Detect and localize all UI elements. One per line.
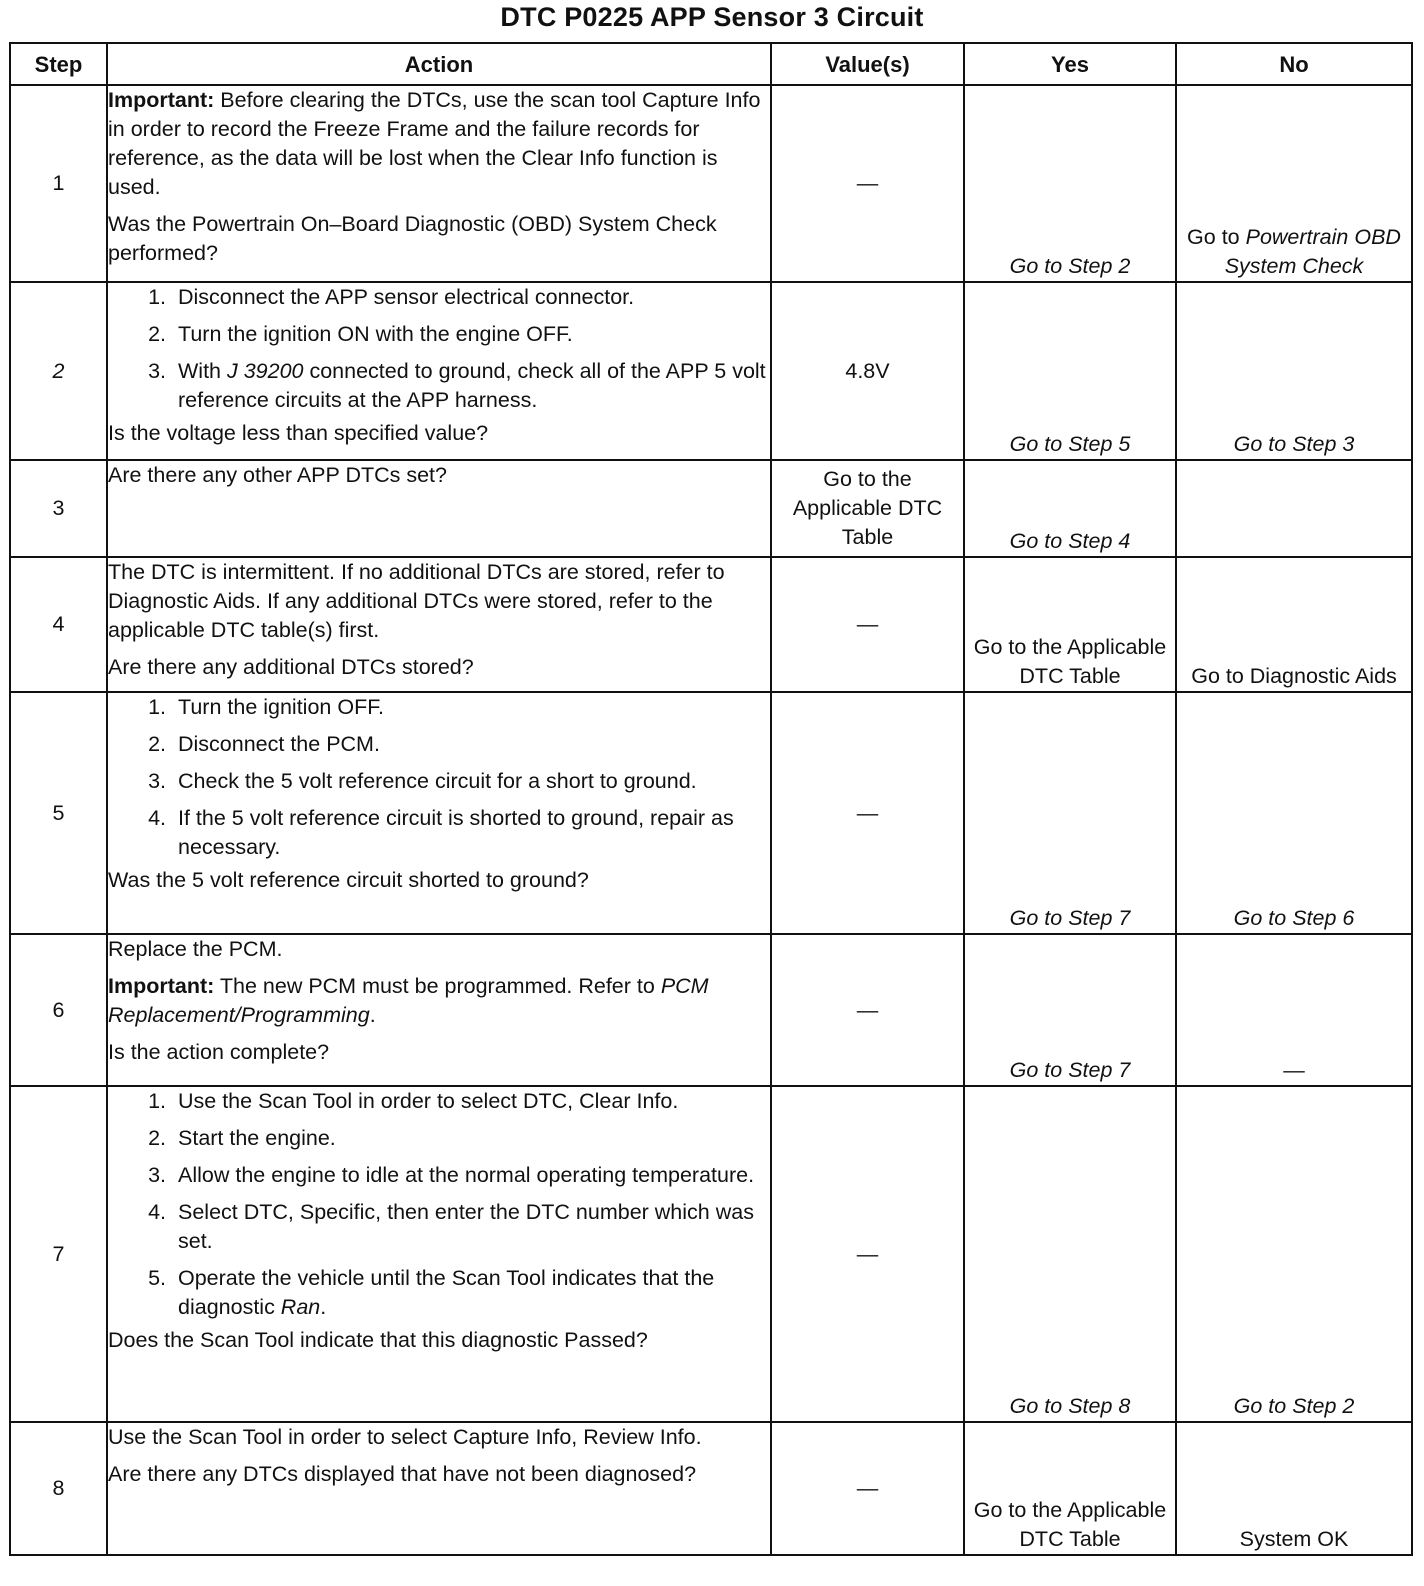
- yes-cell: [964, 557, 1176, 692]
- tool-reference: J 39200: [226, 359, 304, 383]
- no-link[interactable]: Go to Step 3: [1233, 432, 1355, 456]
- header-yes: Yes: [964, 43, 1176, 85]
- action-cell: [107, 460, 771, 557]
- action-list-item: 2. Disconnect the PCM.: [172, 730, 770, 759]
- value-cell: —: [771, 557, 964, 692]
- step-number: 3: [10, 460, 107, 557]
- action-cell: [107, 557, 771, 692]
- action-list-item: 5. Operate the vehicle until the Scan Tool indicates that the diagnostic Ran.: [172, 1264, 770, 1322]
- no-cell: [1176, 282, 1412, 460]
- action-list: [108, 693, 770, 862]
- table-row: [10, 1422, 1412, 1555]
- yes-link[interactable]: Go to Step 7: [1009, 1058, 1131, 1082]
- action-list-item: 1. Disconnect the APP sensor electrical connector.: [172, 283, 770, 312]
- header-values: Value(s): [771, 43, 964, 85]
- yes-cell: [964, 692, 1176, 934]
- yes-cell: [964, 85, 1176, 282]
- step-number: 4: [10, 557, 107, 692]
- no-cell: [1176, 692, 1412, 934]
- important-note: [108, 86, 770, 202]
- table-row: [10, 1086, 1412, 1422]
- action-cell: [107, 1086, 771, 1422]
- action-text: Replace the PCM.: [108, 937, 283, 961]
- action-list-item: 2. Start the engine.: [172, 1124, 770, 1153]
- step-number: 5: [10, 692, 107, 934]
- value-cell: —: [771, 692, 964, 934]
- value-cell: Go to the Applicable DTC Table: [771, 460, 964, 557]
- no-link[interactable]: Go to Step 6: [1233, 906, 1355, 930]
- action-list: [108, 1087, 770, 1322]
- value-cell: 4.8V: [771, 282, 964, 460]
- action-text: The DTC is intermittent. If no additional DTCs are stored, refer to Diagnostic Aids. If any additional DTCs were stored, refer to the applicable DTC table(s) first.: [108, 560, 725, 642]
- important-note: Important: The new PCM must be programmed. Refer to PCM Replacement/Programming.: [108, 974, 709, 1027]
- yes-link[interactable]: Go to Step 7: [1009, 906, 1131, 930]
- action-question: Does the Scan Tool indicate that this diagnostic Passed?: [108, 1328, 648, 1352]
- action-question: Are there any additional DTCs stored?: [108, 655, 474, 679]
- step-number: 8: [10, 1422, 107, 1555]
- no-link[interactable]: Powertrain OBD System Check: [1224, 225, 1401, 278]
- action-list-item: 2. Turn the ignition ON with the engine OFF.: [172, 320, 770, 349]
- action-question: Was the Powertrain On–Board Diagnostic (OBD) System Check performed?: [108, 212, 717, 265]
- reference-link[interactable]: PCM Replacement/Programming: [108, 974, 709, 1027]
- no-cell: [1176, 1086, 1412, 1422]
- yes-cell: [964, 1422, 1176, 1555]
- step-number: 2: [10, 282, 107, 460]
- no-result: System OK: [1239, 1527, 1349, 1551]
- yes-link[interactable]: Go to Step 5: [1009, 432, 1131, 456]
- page-title: DTC P0225 APP Sensor 3 Circuit: [500, 2, 924, 32]
- value-cell: —: [771, 1422, 964, 1555]
- action-list: [108, 283, 770, 415]
- value-cell: —: [771, 934, 964, 1086]
- table-row: [10, 557, 1412, 692]
- action-cell: [107, 934, 771, 1086]
- no-cell: [1176, 557, 1412, 692]
- action-question: Was the 5 volt reference circuit shorted to ground?: [108, 868, 589, 892]
- action-question: Is the voltage less than specified value?: [108, 421, 489, 445]
- yes-cell: [964, 282, 1176, 460]
- no-link[interactable]: Go to Step 2: [1233, 1394, 1355, 1418]
- yes-link[interactable]: Go to the Applicable DTC Table: [973, 635, 1167, 688]
- action-list-item: 1. Use the Scan Tool in order to select DTC, Clear Info.: [172, 1087, 770, 1116]
- value-cell: —: [771, 85, 964, 282]
- important-label: Important:: [108, 88, 215, 112]
- yes-link[interactable]: Go to Step 2: [1009, 254, 1131, 278]
- action-cell: [107, 692, 771, 934]
- table-row: [10, 692, 1412, 934]
- table-row: [10, 934, 1412, 1086]
- value-cell: —: [771, 1086, 964, 1422]
- header-no: No: [1176, 43, 1412, 85]
- yes-link[interactable]: Go to Step 8: [1009, 1394, 1131, 1418]
- action-cell: [107, 1422, 771, 1555]
- action-list-item: 3. Allow the engine to idle at the normal operating temperature.: [172, 1161, 770, 1190]
- no-cell: —: [1176, 934, 1412, 1086]
- no-link[interactable]: Go to Diagnostic Aids: [1191, 664, 1397, 688]
- yes-cell: [964, 934, 1176, 1086]
- step-number: 7: [10, 1086, 107, 1422]
- action-cell: [107, 85, 771, 282]
- no-prefix: Go to: [1187, 225, 1246, 249]
- table-row: [10, 282, 1412, 460]
- header-action: Action: [107, 43, 771, 85]
- no-cell: [1176, 85, 1412, 282]
- table-row: [10, 85, 1412, 282]
- action-question: Is the action complete?: [108, 1040, 330, 1064]
- action-list-item: 3. With J 39200 connected to ground, check all of the APP 5 volt reference circuits at the APP harness.: [172, 357, 770, 415]
- header-step: Step: [10, 43, 107, 85]
- yes-cell: [964, 1086, 1176, 1422]
- yes-link[interactable]: Go to Step 4: [1009, 529, 1131, 553]
- action-list-item: 1. Turn the ignition OFF.: [172, 693, 770, 722]
- action-cell: [107, 282, 771, 460]
- action-question: Are there any DTCs displayed that have not been diagnosed?: [108, 1462, 697, 1486]
- yes-link[interactable]: Go to the Applicable DTC Table: [973, 1498, 1167, 1551]
- header-row: [10, 43, 1412, 85]
- action-list-item: 3. Check the 5 volt reference circuit for a short to ground.: [172, 767, 770, 796]
- no-cell: [1176, 460, 1412, 557]
- step-number: 6: [10, 934, 107, 1086]
- diagnostic-table: [9, 42, 1413, 1556]
- important-label: Important:: [108, 974, 215, 998]
- no-cell: [1176, 1422, 1412, 1555]
- action-list-item: 4. If the 5 volt reference circuit is shorted to ground, repair as necessary.: [172, 804, 770, 862]
- step-number: 1: [10, 85, 107, 282]
- action-list-item: 4. Select DTC, Specific, then enter the DTC number which was set.: [172, 1198, 770, 1256]
- action-question: Are there any other APP DTCs set?: [108, 463, 447, 487]
- yes-cell: [964, 460, 1176, 557]
- table-row: [10, 460, 1412, 557]
- action-text: Use the Scan Tool in order to select Capture Info, Review Info.: [108, 1425, 702, 1449]
- important-text: Before clearing the DTCs, use the scan tool Capture Info in order to record the Freeze Frame and the failure records for reference, as the data will be lost when the Clear Info function is used.: [108, 88, 761, 199]
